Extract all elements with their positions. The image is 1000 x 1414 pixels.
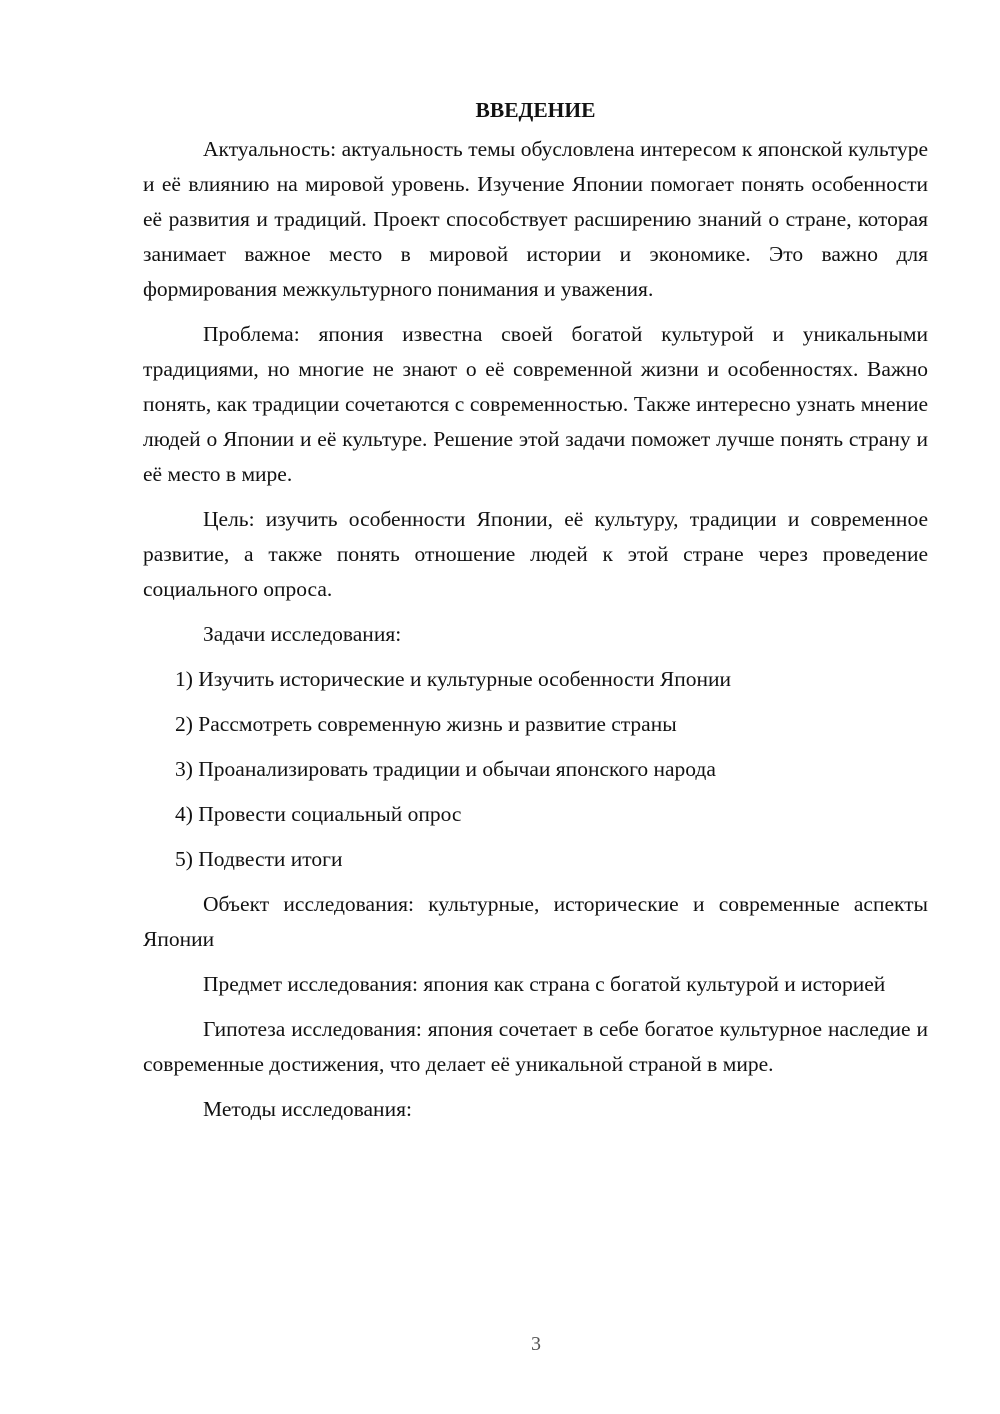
paragraph-relevance: Актуальность: актуальность темы обусловлена интересом к японской культуре и её влиянию на мировой уровень. Изучение Японии помогает понять особенности её развития и традиций. Проект способствует расширению знаний о стране, которая занимает важное место в мировой истории и экономике. Это важно для формирования межкультурного понимания и уважения.: [143, 137, 928, 301]
paragraph-hypothesis: Гипотеза исследования: япония сочетает в себе богатое культурное наследие и современные достижения, что делает её уникальной страной в мире.: [143, 1017, 928, 1076]
paragraph-problem: Проблема: япония известна своей богатой культурой и уникальными традициями, но многие не знают о её современной жизни и особенностях. Важно понять, как традиции сочетаются с современностью. Также интересно узнать мнение людей о Японии и её культуре. Решение этой задачи поможет лучше понять страну и её место в мире.: [143, 322, 928, 486]
list-item: 4) Провести социальный опрос: [175, 802, 462, 826]
list-item: 3) Проанализировать традиции и обычаи японского народа: [175, 757, 716, 781]
section-title: ВВЕДЕНИЕ: [475, 98, 596, 122]
paragraph-tasks-heading: Задачи исследования:: [203, 622, 402, 646]
paragraph-object: Объект исследования: культурные, исторические и современные аспекты Японии: [143, 892, 928, 951]
list-item: 5) Подвести итоги: [175, 847, 343, 871]
tasks-list: [143, 662, 928, 877]
paragraph-methods-heading: Методы исследования:: [203, 1097, 412, 1121]
page-number: 3: [531, 1333, 541, 1355]
list-item: 1) Изучить исторические и культурные особенности Японии: [175, 667, 731, 691]
document-page: [143, 92, 928, 1137]
paragraph-goal: Цель: изучить особенности Японии, её культуру, традиции и современное развитие, а также понять отношение людей к этой стране через проведение социального опроса.: [143, 507, 928, 601]
paragraph-subject: Предмет исследования: япония как страна с богатой культурой и историей: [203, 972, 886, 996]
list-item: 2) Рассмотреть современную жизнь и развитие страны: [175, 712, 677, 736]
